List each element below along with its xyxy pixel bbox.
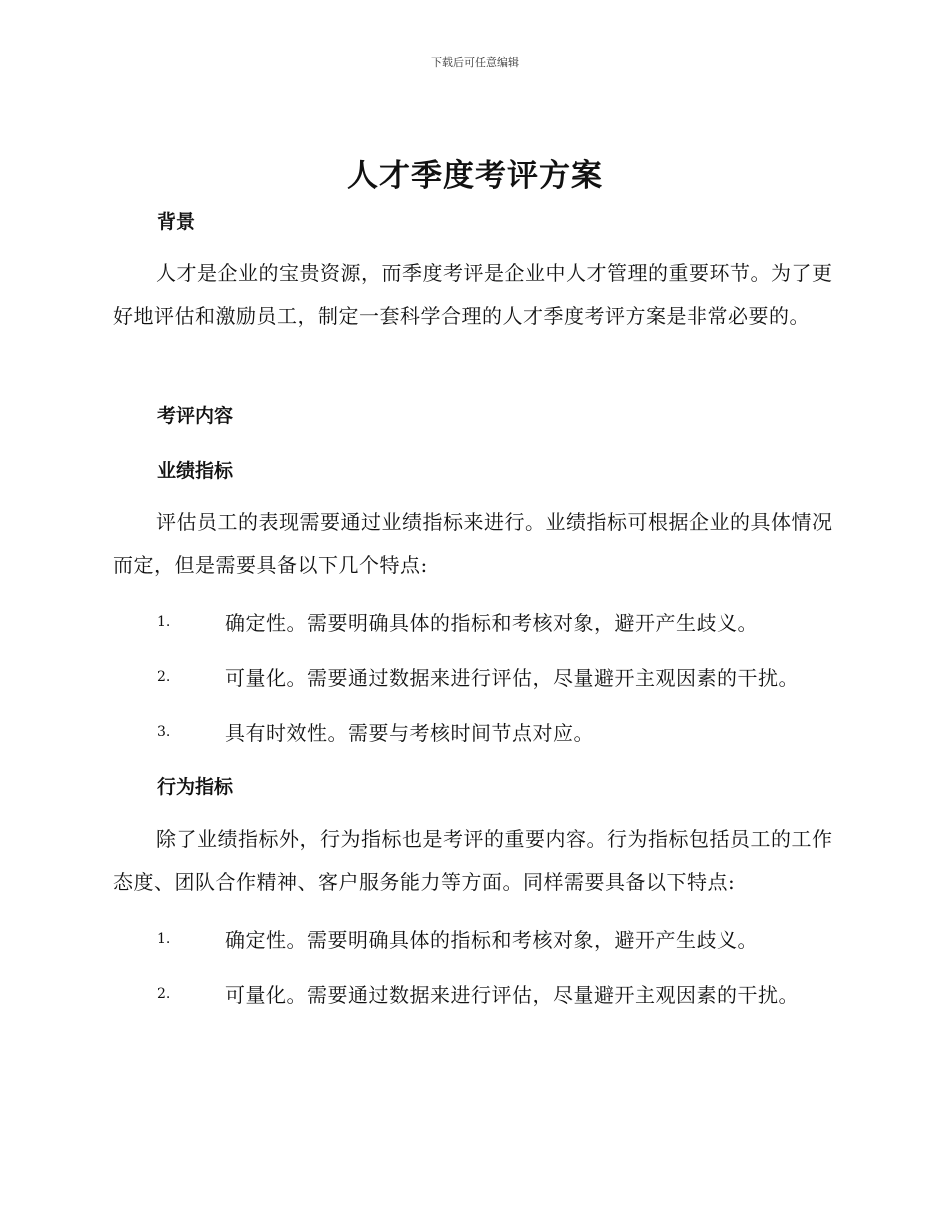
paragraph-background: 人才是企业的宝贵资源，而季度考评是企业中人才管理的重要环节。为了更好地评估和激励员工，制定一套科学合理的人才季度考评方案是非常必要的。 (113, 261, 833, 328)
list-item (157, 662, 847, 691)
section-heading-content: 考评内容 (157, 405, 234, 427)
list-text: 具有时效性。需要与考核时间节点对应。 (225, 721, 594, 745)
list-text: 可量化。需要通过数据来进行评估，尽量避开主观因素的干扰。 (225, 983, 799, 1007)
list-number: 2. (157, 985, 171, 1002)
list-item (157, 924, 847, 953)
document-title: 人才季度考评方案 (347, 158, 603, 194)
list-number: 3. (157, 723, 171, 740)
list-text: 可量化。需要通过数据来进行评估，尽量避开主观因素的干扰。 (225, 666, 799, 690)
list-item (157, 979, 847, 1008)
list-number: 1. (157, 613, 171, 630)
paragraph-performance: 评估员工的表现需要通过业绩指标来进行。业绩指标可根据企业的具体情况而定，但是需要具备以下几个特点: (113, 510, 833, 577)
section-heading-performance: 业绩指标 (157, 460, 234, 482)
header-note: 下载后可任意编辑 (431, 56, 519, 69)
list-number: 2. (157, 668, 171, 685)
list-item (157, 607, 847, 636)
list-number: 1. (157, 930, 171, 947)
section-heading-behavior: 行为指标 (157, 776, 234, 798)
list-item (157, 717, 847, 746)
list-text: 确定性。需要明确具体的指标和考核对象，避开产生歧义。 (225, 611, 758, 635)
paragraph-behavior: 除了业绩指标外，行为指标也是考评的重要内容。行为指标包括员工的工作态度、团队合作精神、客户服务能力等方面。同样需要具备以下特点: (113, 827, 833, 894)
list-text: 确定性。需要明确具体的指标和考核对象，避开产生歧义。 (225, 928, 758, 952)
section-heading-background: 背景 (157, 211, 196, 233)
